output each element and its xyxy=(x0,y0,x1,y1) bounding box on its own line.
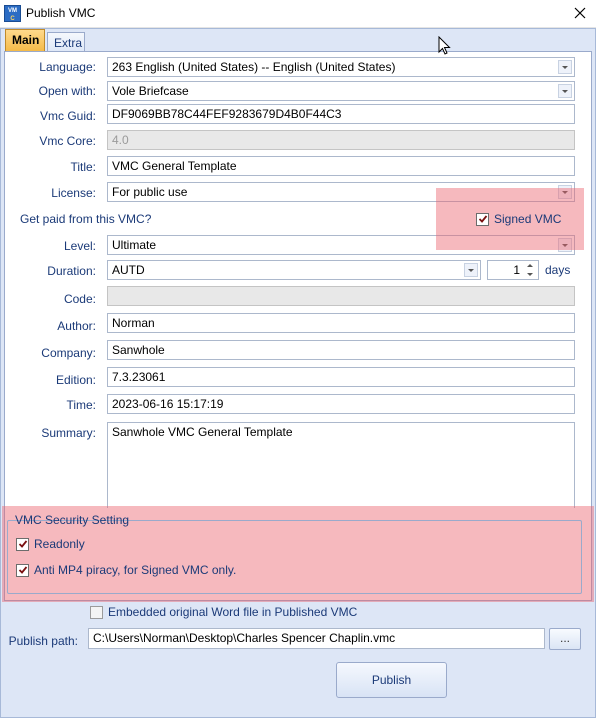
language-select[interactable]: 263 English (United States) -- English (United States) xyxy=(107,57,575,77)
tab-main[interactable]: Main xyxy=(5,29,45,52)
embedded-word-checkbox[interactable]: Embedded original Word file in Published VMC xyxy=(90,605,357,619)
window-title: Publish VMC xyxy=(26,6,96,20)
duration-unit: days xyxy=(545,263,571,277)
author-label: Author: xyxy=(57,319,96,333)
tab-extra[interactable]: Extra xyxy=(47,32,85,52)
license-label: License: xyxy=(51,186,96,200)
publish-path-field[interactable]: C:\Users\Norman\Desktop\Charles Spencer Chaplin.vmc xyxy=(88,628,545,649)
checkmark-icon xyxy=(476,213,489,226)
get-paid-link[interactable]: Get paid from this VMC? xyxy=(20,212,152,226)
time-label: Time: xyxy=(66,398,96,412)
close-icon xyxy=(574,7,586,19)
open-with-label: Open with: xyxy=(38,84,96,98)
chevron-down-icon[interactable] xyxy=(558,84,572,98)
spin-down-icon[interactable] xyxy=(524,271,537,279)
author-field[interactable]: Norman xyxy=(107,313,575,333)
level-select[interactable]: Ultimate xyxy=(107,235,575,255)
summary-textarea[interactable]: Sanwhole VMC General Template xyxy=(107,422,575,508)
duration-label: Duration: xyxy=(47,264,96,278)
edition-label: Edition: xyxy=(55,373,96,387)
duration-select[interactable]: AUTD xyxy=(107,260,481,280)
vmc-guid-field[interactable]: DF9069BB78C44FEF9283679D4B0F44C3 xyxy=(107,104,575,124)
security-groupbox xyxy=(7,520,582,594)
chevron-down-icon[interactable] xyxy=(464,263,478,277)
vmc-core-field: 4.0 xyxy=(107,130,575,150)
checkbox-unchecked-icon xyxy=(90,606,103,619)
mouse-cursor-icon xyxy=(438,36,452,56)
title-label: Title: xyxy=(70,160,96,174)
chevron-down-icon[interactable] xyxy=(558,60,572,74)
security-group-title: VMC Security Setting xyxy=(15,513,130,527)
spin-up-icon[interactable] xyxy=(524,262,537,270)
publish-path-label: Publish path: xyxy=(8,634,78,648)
checkmark-icon xyxy=(16,538,29,551)
open-with-select[interactable]: Vole Briefcase xyxy=(107,81,575,101)
title-bar xyxy=(0,0,596,28)
edition-field[interactable]: 7.3.23061 xyxy=(107,367,575,387)
close-button[interactable] xyxy=(572,4,588,22)
title-field[interactable]: VMC General Template xyxy=(107,156,575,176)
time-field[interactable]: 2023-06-16 15:17:19 xyxy=(107,394,575,414)
signed-vmc-checkbox[interactable]: Signed VMC xyxy=(476,212,561,226)
vmc-app-icon: VM C xyxy=(4,5,21,22)
anti-piracy-checkbox[interactable]: Anti MP4 piracy, for Signed VMC only. xyxy=(16,563,236,577)
company-label: Company: xyxy=(41,346,96,360)
language-label: Language: xyxy=(39,60,96,74)
code-label: Code: xyxy=(63,292,96,306)
browse-button[interactable]: ... xyxy=(549,628,581,650)
summary-label: Summary: xyxy=(41,426,96,440)
checkmark-icon xyxy=(16,564,29,577)
readonly-checkbox[interactable]: Readonly xyxy=(16,537,85,551)
company-field[interactable]: Sanwhole xyxy=(107,340,575,360)
code-field xyxy=(107,286,575,306)
vmc-core-label: Vmc Core: xyxy=(39,134,96,148)
duration-count-stepper[interactable]: 1 xyxy=(487,260,539,280)
license-select[interactable]: For public use xyxy=(107,182,575,202)
publish-button[interactable]: Publish xyxy=(336,662,447,698)
level-label: Level: xyxy=(63,239,96,253)
vmc-guid-label: Vmc Guid: xyxy=(39,109,96,123)
